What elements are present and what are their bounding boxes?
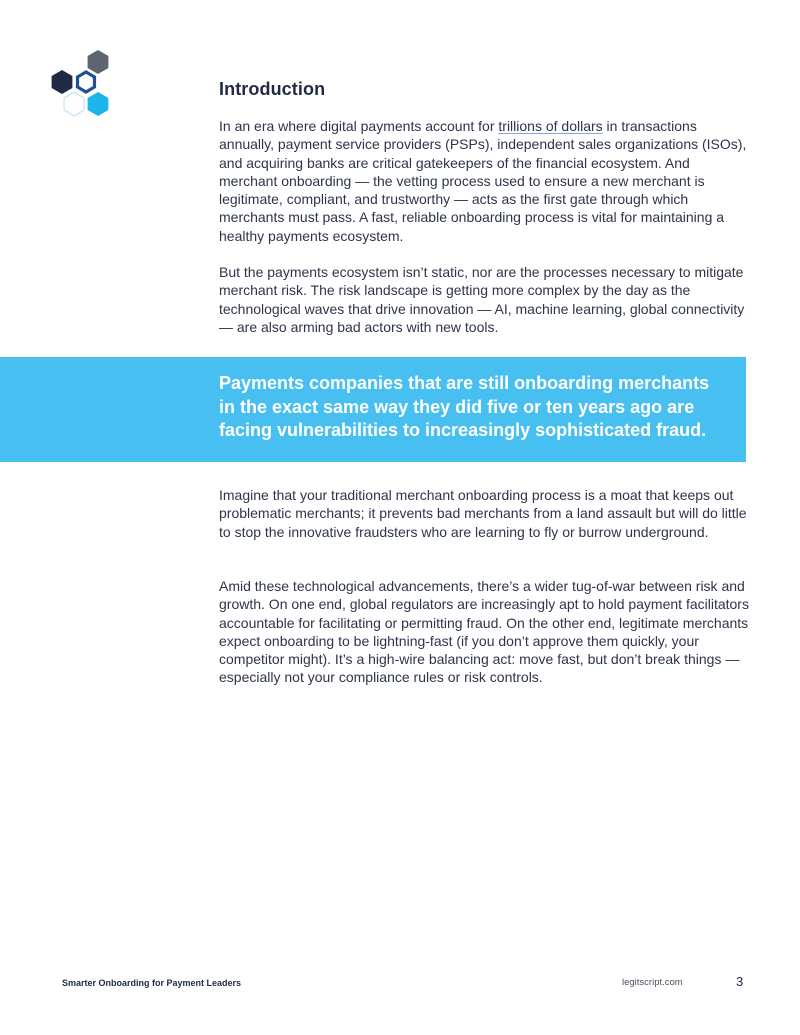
trillions-of-dollars-link[interactable]: trillions of dollars	[498, 118, 603, 134]
footer-document-title: Smarter Onboarding for Payment Leaders	[62, 978, 242, 988]
intro-paragraph-1-text-end: in transactions annually, payment service providers (PSPs), independent sales organizations (ISOs), and acquiring banks are critical gatekeepers of the financial ecosystem. And merchant onboarding — the vetting process used to ensure a new merchant is legitimate, compliant, and trustworthy — acts as the first gate through which merchants must pass. A fast, reliable onboarding process is vital for maintaining a healthy payments ecosystem.	[219, 118, 747, 244]
page-number: 3	[736, 974, 744, 989]
intro-paragraph-1	[219, 117, 749, 245]
body-paragraph-4: Amid these technological advancements, there’s a wider tug-of-war between risk and growth. On one end, global regulators are increasingly apt to hold payment facilitators accountable for facilitating or permitting fraud. On the other end, legitimate merchants expect onboarding to be lightning-fast (if you don’t approve them quickly, your competitor might). It’s a high-wire balancing act: move fast, but don’t break things — especially not your compliance rules or risk controls.	[219, 578, 749, 686]
section-heading: Introduction	[219, 79, 326, 99]
logo-hexagon-outline-light	[64, 92, 84, 116]
logo-hexagon-dark	[52, 70, 73, 94]
logo-hexagon-outline-blue	[78, 72, 95, 92]
intro-paragraph-2: But the payments ecosystem isn’t static, nor are the processes necessary to mitigate merchant risk. The risk landscape is getting more complex by the day as the technological waves that drive innovation — AI, machine learning, global connectivity — are also arming bad actors with new tools.	[219, 264, 745, 335]
body-paragraph-3: Imagine that your traditional merchant onboarding process is a moat that keeps out problematic merchants; it prevents bad merchants from a land assault but will do little to stop the innovative fraudsters who are learning to fly or burrow underground.	[219, 487, 747, 540]
logo-hexagon-gray	[88, 50, 109, 74]
footer-website: legitscript.com	[622, 977, 683, 988]
hexagon-cluster-logo-icon	[46, 46, 116, 118]
intro-paragraph-1-text-start: In an era where digital payments account for	[219, 118, 499, 134]
logo-hexagon-cyan	[88, 92, 109, 116]
callout-quote: Payments companies that are still onboarding merchants in the exact same way they did five or ten years ago are facing vulnerabilities to increasingly sophisticated fraud.	[219, 373, 710, 440]
callout-banner	[0, 357, 746, 462]
